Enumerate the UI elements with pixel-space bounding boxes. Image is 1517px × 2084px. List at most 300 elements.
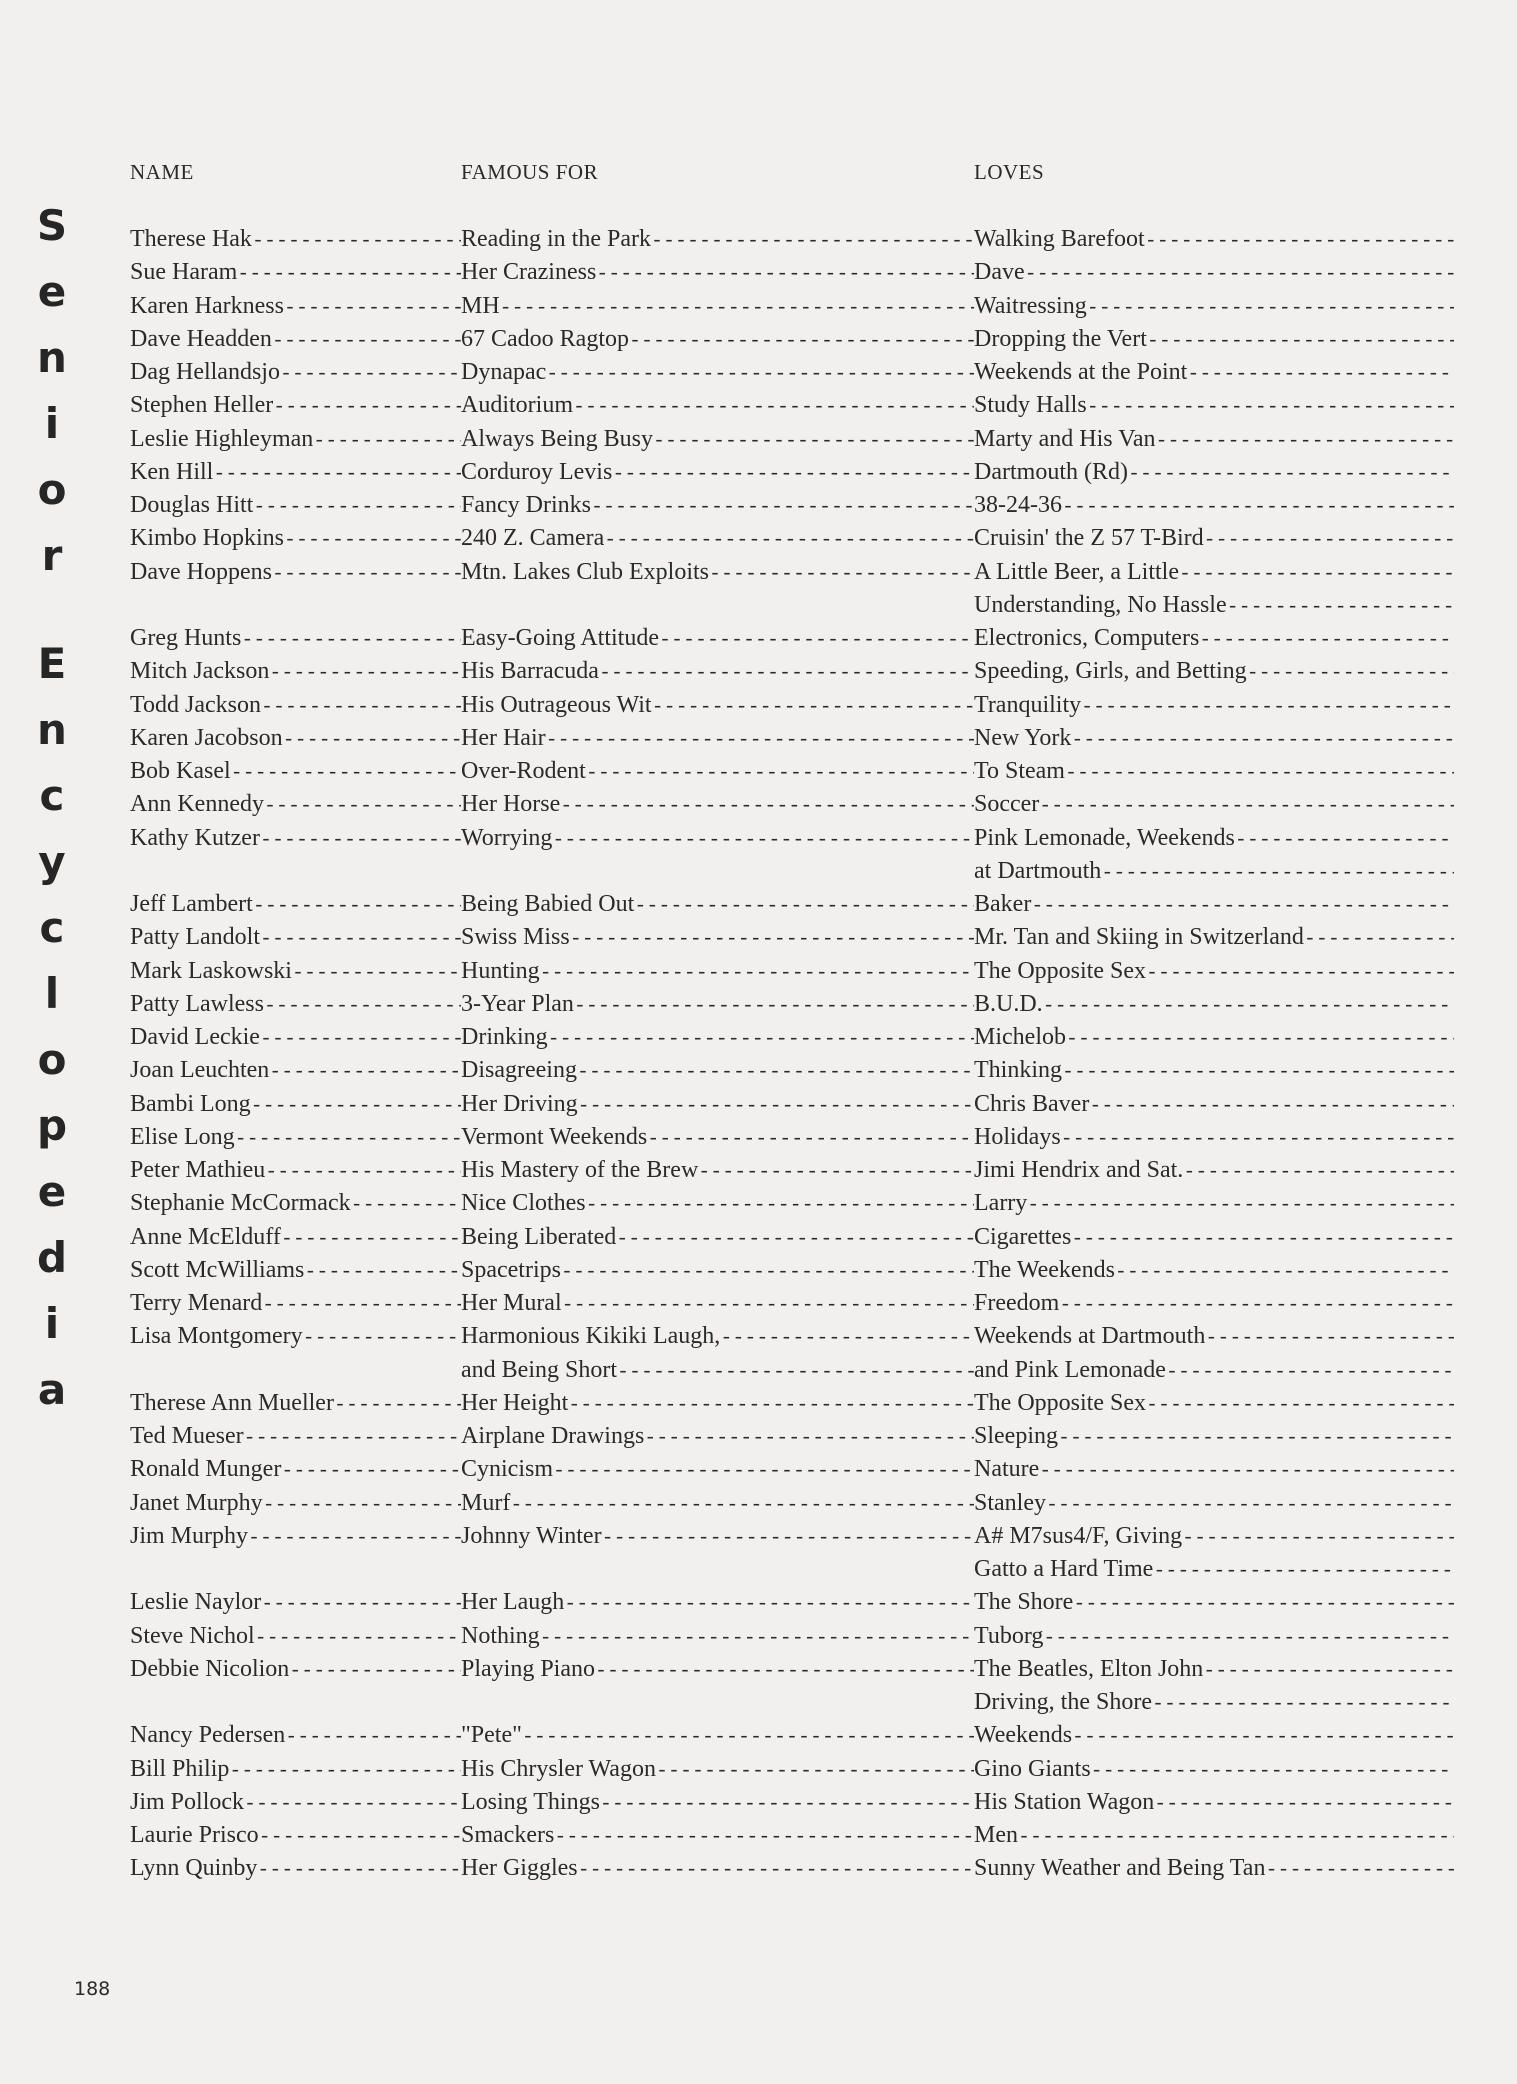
cell-loves <box>974 955 1454 988</box>
cell-name <box>130 988 461 1021</box>
dot-leader <box>709 558 974 589</box>
cell-famous <box>461 556 974 589</box>
dot-leader <box>269 1056 461 1087</box>
side-title-letter: i <box>44 399 60 448</box>
cell-text: Bob Kasel <box>130 758 231 784</box>
cell-text: B.U.D. <box>974 990 1043 1017</box>
cell-name <box>130 1320 461 1353</box>
cell-name <box>130 1819 461 1852</box>
cell-text: David Leckie <box>130 1024 260 1050</box>
cell-loves <box>974 1154 1454 1187</box>
table-row <box>0 1653 1517 1686</box>
cell-text: Losing Things <box>461 1788 600 1815</box>
cell-text: Ken Hill <box>130 458 214 485</box>
cell-text: The Opposite Sex <box>974 1389 1146 1416</box>
table-row <box>0 822 1517 855</box>
cell-text: Dynapac <box>461 359 547 385</box>
cell-loves <box>974 1553 1454 1586</box>
table-row <box>0 256 1517 289</box>
cell-famous <box>461 855 974 888</box>
cell-text: "Pete" <box>461 1722 522 1749</box>
cell-text: Hunting <box>461 957 540 984</box>
cell-text: Nothing <box>461 1622 540 1649</box>
cell-loves <box>974 1354 1454 1387</box>
cell-text: Weekends <box>974 1722 1073 1749</box>
cell-text: Jim Pollock <box>130 1788 245 1815</box>
table-row <box>0 1354 1517 1387</box>
dot-leader <box>1046 1489 1454 1520</box>
cell-text: Drinking <box>461 1024 548 1050</box>
cell-text: Over-Rodent <box>461 758 586 784</box>
cell-text: Harmonious Kikiki Laugh, <box>461 1323 721 1350</box>
cell-text: Her Driving <box>461 1090 578 1117</box>
cell-name <box>130 1287 461 1320</box>
cell-loves <box>974 1187 1454 1220</box>
dot-leader <box>570 923 974 954</box>
cell-loves <box>974 1753 1454 1786</box>
cell-text: Chris Baver <box>974 1090 1090 1117</box>
dot-leader <box>1059 1289 1454 1320</box>
cell-text: Stephanie McCormack <box>130 1190 351 1217</box>
cell-text: Reading in the Park <box>461 226 651 252</box>
cell-loves <box>974 1088 1454 1121</box>
side-title-letter: e <box>37 1167 67 1216</box>
table-row <box>0 1320 1517 1353</box>
cell-text: Karen Harkness <box>130 292 284 319</box>
cell-text: Swiss Miss <box>461 924 570 951</box>
cell-famous <box>461 921 974 954</box>
table-row <box>0 556 1517 589</box>
dot-leader <box>273 391 461 422</box>
dot-leader <box>651 225 974 256</box>
dot-leader <box>265 1156 461 1187</box>
dot-leader <box>617 1356 974 1387</box>
dot-leader <box>586 1189 974 1220</box>
page-number: 188 <box>74 1978 111 2000</box>
cell-famous <box>461 1586 974 1619</box>
cell-text: Dartmouth (Rd) <box>974 458 1128 485</box>
dot-leader <box>644 1422 974 1453</box>
cell-text: Playing Piano <box>461 1655 596 1682</box>
cell-text: Pink Lemonade, Weekends <box>974 824 1235 851</box>
dot-leader <box>1265 1854 1454 1885</box>
dot-leader <box>577 1056 974 1087</box>
dot-leader <box>1025 258 1454 289</box>
cell-text: Bill Philip <box>130 1755 230 1782</box>
cell-loves <box>974 755 1454 788</box>
cell-text: at Dartmouth <box>974 857 1102 884</box>
cell-loves <box>974 489 1454 522</box>
cell-text: The Shore <box>974 1589 1074 1616</box>
dot-leader <box>652 691 974 722</box>
dot-leader <box>1058 1422 1454 1453</box>
cell-name <box>130 1653 461 1686</box>
cell-text: Corduroy Levis <box>461 458 613 485</box>
cell-famous <box>461 1553 974 1586</box>
cell-text: His Outrageous Wit <box>461 691 652 718</box>
dot-leader <box>634 890 974 921</box>
cell-text: Being Babied Out <box>461 891 635 917</box>
cell-name <box>130 1553 461 1586</box>
dot-leader <box>289 1655 461 1686</box>
dot-leader <box>237 258 461 289</box>
dot-leader <box>578 1854 974 1885</box>
cell-text: Jimi Hendrix and Sat. <box>974 1157 1184 1183</box>
table-row <box>0 1387 1517 1420</box>
cell-name <box>130 223 461 256</box>
cell-loves <box>974 290 1454 323</box>
dot-leader <box>1154 1788 1454 1819</box>
table-row <box>0 1620 1517 1653</box>
cell-text: Cruisin' the Z 57 T-Bird <box>974 525 1204 552</box>
cell-text: Patty Landolt <box>130 924 260 951</box>
cell-text: His Station Wagon <box>974 1788 1155 1815</box>
cell-famous <box>461 1088 974 1121</box>
cell-loves <box>974 223 1454 256</box>
cell-loves <box>974 622 1454 655</box>
cell-famous <box>461 1819 974 1852</box>
cell-name <box>130 1686 461 1719</box>
cell-loves <box>974 788 1454 821</box>
table-row <box>0 1586 1517 1619</box>
dot-leader <box>659 624 974 655</box>
cell-name <box>130 1187 461 1220</box>
table-row <box>0 622 1517 655</box>
table-row <box>0 988 1517 1021</box>
cell-loves <box>974 988 1454 1021</box>
dot-leader <box>1061 1123 1454 1154</box>
cell-famous <box>461 1254 974 1287</box>
table-row <box>0 722 1517 755</box>
cell-famous <box>461 1620 974 1653</box>
dot-leader <box>1101 857 1454 888</box>
cell-text: Fancy Drinks <box>461 492 591 518</box>
cell-loves <box>974 1520 1454 1553</box>
cell-text: Peter Mathieu <box>130 1157 266 1183</box>
side-title-letter: c <box>39 771 65 820</box>
cell-text: Cynicism <box>461 1456 554 1483</box>
dot-leader <box>255 1622 461 1653</box>
cell-text: Murf <box>461 1489 511 1516</box>
cell-text: Vermont Weekends <box>461 1123 648 1150</box>
side-title-letter: r <box>41 531 63 580</box>
cell-name <box>130 489 461 522</box>
dot-leader <box>522 1721 974 1752</box>
dot-leader <box>1115 1256 1454 1287</box>
dot-leader <box>653 425 974 456</box>
cell-name <box>130 1054 461 1087</box>
cell-text: Soccer <box>974 791 1040 818</box>
cell-name <box>130 256 461 289</box>
cell-text: Gino Giants <box>974 1755 1091 1782</box>
cell-famous <box>461 1420 974 1453</box>
cell-famous <box>461 1121 974 1154</box>
table-row <box>0 1154 1517 1187</box>
cell-text: Study Halls <box>974 392 1087 419</box>
cell-famous <box>461 822 974 855</box>
dot-leader <box>562 1289 974 1320</box>
cell-text: Dave <box>974 259 1025 286</box>
dot-leader <box>229 1755 461 1786</box>
dot-leader <box>304 1256 461 1287</box>
cell-famous <box>461 1753 974 1786</box>
dot-leader <box>1089 1090 1454 1121</box>
dot-leader <box>1247 657 1454 688</box>
cell-famous <box>461 323 974 356</box>
dot-leader <box>292 957 461 988</box>
cell-loves <box>974 1786 1454 1819</box>
dot-leader <box>616 1223 974 1254</box>
dot-leader <box>259 1821 461 1852</box>
dot-leader <box>1043 990 1454 1021</box>
dot-leader <box>591 491 974 522</box>
dot-leader <box>560 790 974 821</box>
side-title-letter: n <box>37 333 67 382</box>
cell-name <box>130 921 461 954</box>
cell-text: Therese Ann Mueller <box>130 1389 334 1416</box>
side-title-letter: d <box>36 1233 68 1282</box>
cell-text: Marty and His Van <box>974 425 1156 452</box>
cell-loves <box>974 921 1454 954</box>
cell-text: Walking Barefoot <box>974 226 1145 252</box>
cell-famous <box>461 256 974 289</box>
dot-leader <box>264 990 461 1021</box>
table-row <box>0 1852 1517 1885</box>
cell-loves <box>974 1420 1454 1453</box>
cell-text: Gatto a Hard Time <box>974 1556 1154 1582</box>
dot-leader <box>285 1721 461 1752</box>
dot-leader <box>510 1489 974 1520</box>
dot-leader <box>262 1289 461 1320</box>
cell-famous <box>461 589 974 622</box>
dot-leader <box>1146 957 1454 988</box>
cell-loves <box>974 855 1454 888</box>
cell-famous <box>461 755 974 788</box>
dot-leader <box>595 1655 974 1686</box>
cell-famous <box>461 689 974 722</box>
cell-famous <box>461 1520 974 1553</box>
table-row <box>0 589 1517 622</box>
cell-text: 3-Year Plan <box>461 990 574 1017</box>
cell-text: Steve Nichol <box>130 1622 255 1649</box>
cell-famous <box>461 622 974 655</box>
cell-loves <box>974 1221 1454 1254</box>
dot-leader <box>600 1788 974 1819</box>
dot-leader <box>546 724 974 755</box>
side-title-letter: c <box>39 903 65 952</box>
cell-loves <box>974 655 1454 688</box>
cell-text: Therese Hak <box>130 226 252 252</box>
dot-leader <box>1205 1322 1454 1353</box>
dot-leader <box>281 1455 461 1486</box>
side-title-letter: o <box>37 1035 67 1084</box>
cell-loves <box>974 1852 1454 1885</box>
cell-text: Worrying <box>461 824 553 851</box>
dot-leader <box>602 1522 974 1553</box>
dot-leader <box>260 824 461 855</box>
cell-text: Driving, the Shore <box>974 1689 1152 1715</box>
cell-loves <box>974 1021 1454 1054</box>
dot-leader <box>1147 325 1454 356</box>
table-row <box>0 1453 1517 1486</box>
cell-loves <box>974 589 1454 622</box>
cell-name <box>130 655 461 688</box>
dot-leader <box>1146 1389 1454 1420</box>
cell-text: A Little Beer, a Little <box>974 558 1179 585</box>
cell-text: 38-24-36 <box>974 492 1062 518</box>
dot-leader <box>272 558 461 589</box>
cell-name <box>130 1420 461 1453</box>
cell-text: Mr. Tan and Skiing in Switzerland <box>974 924 1304 951</box>
table-row <box>0 755 1517 788</box>
cell-text: Ted Mueser <box>130 1423 244 1449</box>
table-row <box>0 1753 1517 1786</box>
dot-leader <box>564 1588 974 1619</box>
cell-text: Kimbo Hopkins <box>130 525 285 552</box>
dot-leader <box>1066 1023 1454 1054</box>
cell-famous <box>461 655 974 688</box>
cell-famous <box>461 1686 974 1719</box>
table-row <box>0 356 1517 389</box>
dot-leader <box>257 1854 461 1885</box>
dot-leader <box>269 657 461 688</box>
dot-leader <box>574 990 974 1021</box>
cell-loves <box>974 1819 1454 1852</box>
cell-famous <box>461 1187 974 1220</box>
cell-famous <box>461 955 974 988</box>
cell-text: New York <box>974 724 1072 751</box>
cell-text: Stephen Heller <box>130 392 274 419</box>
dot-leader <box>1073 1588 1454 1619</box>
dot-leader <box>604 524 974 555</box>
cell-text: The Beatles, Elton John <box>974 1655 1204 1682</box>
cell-famous <box>461 223 974 256</box>
dot-leader <box>1145 225 1454 256</box>
dot-leader <box>284 524 461 555</box>
table-row <box>0 1254 1517 1287</box>
cell-text: Mark Laskowski <box>130 957 292 984</box>
side-title-letter: e <box>37 267 67 316</box>
side-title-letter: l <box>44 969 60 1018</box>
cell-text: Scott McWilliams <box>130 1256 305 1283</box>
cell-text: Always Being Busy <box>461 425 653 452</box>
column-headers <box>0 160 1517 190</box>
cell-text: Jeff Lambert <box>130 891 253 917</box>
cell-text: Michelob <box>974 1024 1066 1050</box>
cell-loves <box>974 1653 1454 1686</box>
side-title-letter: o <box>37 465 67 514</box>
cell-text: Bambi Long <box>130 1090 251 1117</box>
cell-text: Tranquility <box>974 691 1082 718</box>
cell-famous <box>461 1221 974 1254</box>
cell-text: Todd Jackson <box>130 691 261 718</box>
cell-name <box>130 1786 461 1819</box>
table-row <box>0 1187 1517 1220</box>
table-row <box>0 290 1517 323</box>
dot-leader <box>252 225 461 256</box>
cell-name <box>130 1852 461 1885</box>
cell-text: Mtn. Lakes Club Exploits <box>461 558 709 585</box>
cell-loves <box>974 1586 1454 1619</box>
cell-famous <box>461 489 974 522</box>
cell-name <box>130 622 461 655</box>
dot-leader <box>698 1156 974 1187</box>
cell-name <box>130 1586 461 1619</box>
cell-name <box>130 1121 461 1154</box>
cell-name <box>130 1154 461 1187</box>
cell-text: Lisa Montgomery <box>130 1323 303 1350</box>
dot-leader <box>248 1522 461 1553</box>
dot-leader <box>1072 1721 1454 1752</box>
cell-text: Disagreeing <box>461 1057 577 1084</box>
cell-loves <box>974 323 1454 356</box>
cell-text: Cigarettes <box>974 1223 1072 1250</box>
cell-loves <box>974 1453 1454 1486</box>
cell-loves <box>974 1686 1454 1719</box>
cell-text: Being Liberated <box>461 1223 617 1250</box>
dot-leader <box>261 1588 461 1619</box>
cell-name <box>130 1021 461 1054</box>
dot-leader <box>1235 824 1454 855</box>
cell-name <box>130 522 461 555</box>
cell-text: Ronald Munger <box>130 1456 282 1483</box>
table-row <box>0 423 1517 456</box>
cell-text: Auditorium <box>461 392 573 419</box>
cell-loves <box>974 888 1454 921</box>
dot-leader <box>552 824 974 855</box>
cell-famous <box>461 456 974 489</box>
dot-leader <box>1062 1056 1454 1087</box>
dot-leader <box>1087 391 1454 422</box>
dot-leader <box>244 1788 461 1819</box>
cell-text: Smackers <box>461 1822 555 1848</box>
cell-famous <box>461 1387 974 1420</box>
table-row <box>0 1786 1517 1819</box>
cell-text: and Pink Lemonade <box>974 1356 1166 1383</box>
cell-loves <box>974 1487 1454 1520</box>
cell-text: Janet Murphy <box>130 1489 263 1516</box>
cell-text: Larry <box>974 1190 1028 1217</box>
cell-text: Kathy Kutzer <box>130 824 260 851</box>
cell-text: Holidays <box>974 1123 1061 1150</box>
dot-leader <box>253 491 461 522</box>
table-row <box>0 456 1517 489</box>
cell-name <box>130 456 461 489</box>
cell-text: Freedom <box>974 1290 1060 1316</box>
cell-name <box>130 323 461 356</box>
cell-loves <box>974 1054 1454 1087</box>
dot-leader <box>656 1755 974 1786</box>
dot-leader <box>1179 558 1454 589</box>
dot-leader <box>647 1123 974 1154</box>
cell-famous <box>461 1852 974 1885</box>
table-row <box>0 1121 1517 1154</box>
cell-loves <box>974 522 1454 555</box>
cell-text: Weekends at Dartmouth <box>974 1323 1206 1350</box>
dot-leader <box>1182 1522 1454 1553</box>
cell-text: His Chrysler Wagon <box>461 1755 656 1782</box>
table-row <box>0 1819 1517 1852</box>
cell-famous <box>461 389 974 422</box>
dot-leader <box>1203 1655 1454 1686</box>
dot-leader <box>553 1455 974 1486</box>
cell-famous <box>461 1287 974 1320</box>
cell-text: The Opposite Sex <box>974 957 1146 984</box>
cell-text: Easy-Going Attitude <box>461 625 659 651</box>
cell-loves <box>974 256 1454 289</box>
cell-famous <box>461 1154 974 1187</box>
cell-famous <box>461 722 974 755</box>
